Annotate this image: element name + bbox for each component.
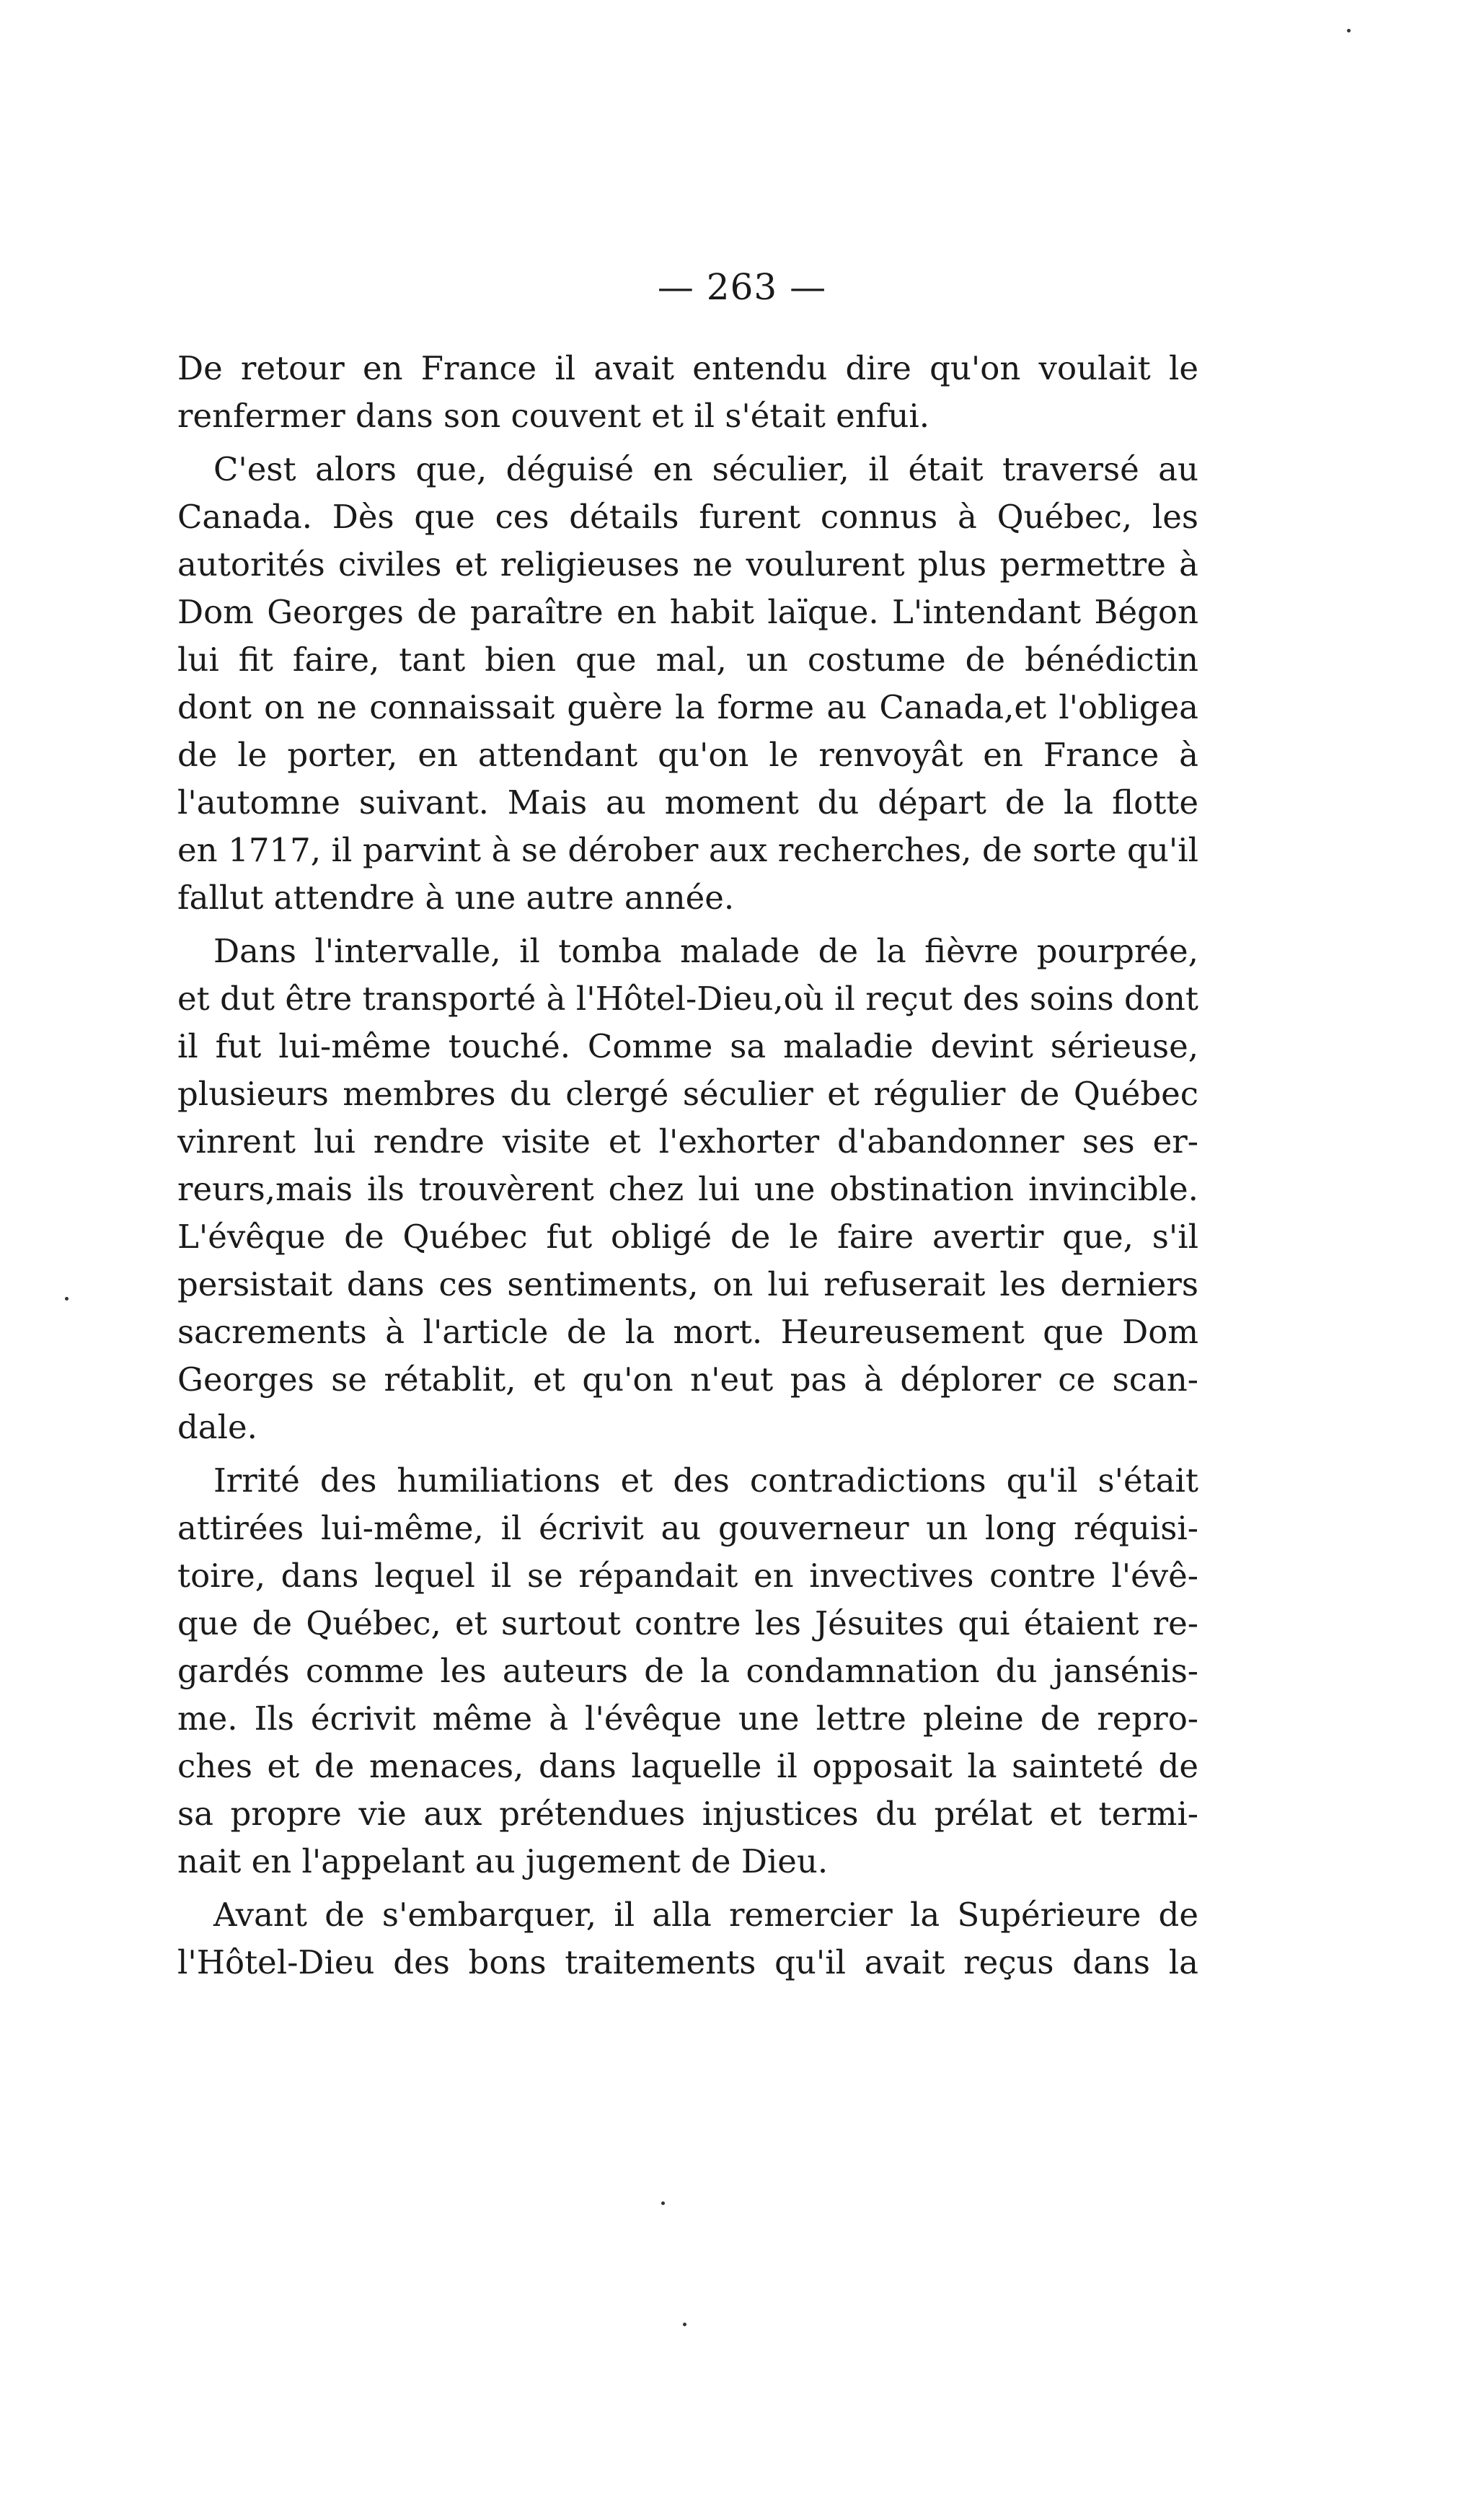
- text-line: Avant de s'embarquer, il alla remercier la Supérieure de: [213, 1896, 1198, 1934]
- text-line: renfermer dans son couvent et il s'était enfui.: [177, 397, 930, 435]
- text-line: attirées lui-même, il écrivit au gouverneur un long réquisi-: [177, 1509, 1198, 1547]
- text-line: Canada. Dès que ces détails furent connus à Québec, les: [177, 498, 1198, 536]
- text-line: gardés comme les auteurs de la condamnation du jansénis-: [177, 1652, 1198, 1690]
- text-line: De retour en France il avait entendu dire qu'on voulait le: [177, 349, 1198, 387]
- text-line: Dans l'intervalle, il tomba malade de la fièvre pourprée,: [213, 932, 1198, 970]
- text-line: dale.: [177, 1408, 257, 1446]
- text-line: il fut lui-même touché. Comme sa maladie devint sérieuse,: [177, 1027, 1198, 1065]
- text-line: Dom Georges de paraître en habit laïque. L'intendant Bégon: [177, 593, 1198, 631]
- paragraph: [177, 928, 1198, 1451]
- text-line: nait en l'appelant au jugement de Dieu.: [177, 1842, 829, 1880]
- text-line: ches et de menaces, dans laquelle il opposait la sainteté de: [177, 1747, 1198, 1785]
- scan-speck: [1347, 29, 1351, 32]
- text-line: reurs,mais ils trouvèrent chez lui une obstination invincible.: [177, 1170, 1198, 1208]
- page-number: — 263 —: [657, 266, 827, 308]
- paragraph: [177, 446, 1198, 922]
- text-line: dont on ne connaissait guère la forme au Canada,et l'obligea: [177, 688, 1198, 726]
- body-text: [177, 345, 1198, 1986]
- text-line: fallut attendre à une autre année.: [177, 879, 735, 917]
- text-line: autorités civiles et religieuses ne voulurent plus permettre à: [177, 545, 1198, 584]
- scan-speck: [661, 2201, 665, 2205]
- text-line: l'automne suivant. Mais au moment du départ de la flotte: [177, 783, 1198, 822]
- text-line: sa propre vie aux prétendues injustices du prélat et termi-: [177, 1795, 1198, 1833]
- text-line: vinrent lui rendre visite et l'exhorter d'abandonner ses er-: [177, 1122, 1198, 1161]
- text-line: que de Québec, et surtout contre les Jésuites qui étaient re-: [177, 1604, 1198, 1642]
- text-line: Georges se rétablit, et qu'on n'eut pas à déplorer ce scan-: [177, 1360, 1198, 1399]
- text-line: lui fit faire, tant bien que mal, un costume de bénédictin: [177, 641, 1198, 679]
- text-line: sacrements à l'article de la mort. Heureusement que Dom: [177, 1313, 1198, 1351]
- paragraph: [177, 1457, 1198, 1886]
- text-line: L'évêque de Québec fut obligé de le faire avertir que, s'il: [177, 1218, 1198, 1256]
- text-line: toire, dans lequel il se répandait en invectives contre l'évê-: [177, 1557, 1198, 1595]
- text-line: et dut être transporté à l'Hôtel-Dieu,où il reçut des soins dont: [177, 980, 1198, 1018]
- text-line: de le porter, en attendant qu'on le renvoyât en France à: [177, 736, 1198, 774]
- scan-speck: [65, 1297, 69, 1301]
- text-line: plusieurs membres du clergé séculier et régulier de Québec: [177, 1075, 1198, 1113]
- text-line: Irrité des humiliations et des contradictions qu'il s'était: [213, 1461, 1198, 1500]
- text-line: l'Hôtel-Dieu des bons traitements qu'il avait reçus dans la: [177, 1943, 1198, 1981]
- paragraph: [177, 345, 1198, 440]
- paragraph: [177, 1891, 1198, 1986]
- text-line: me. Ils écrivit même à l'évêque une lettre pleine de repro-: [177, 1699, 1198, 1738]
- text-line: C'est alors que, déguisé en séculier, il était traversé au: [213, 450, 1198, 488]
- scan-speck: [683, 2323, 686, 2326]
- text-line: en 1717, il parvint à se dérober aux recherches, de sorte qu'il: [177, 831, 1198, 869]
- text-line: persistait dans ces sentiments, on lui refuserait les derniers: [177, 1265, 1198, 1303]
